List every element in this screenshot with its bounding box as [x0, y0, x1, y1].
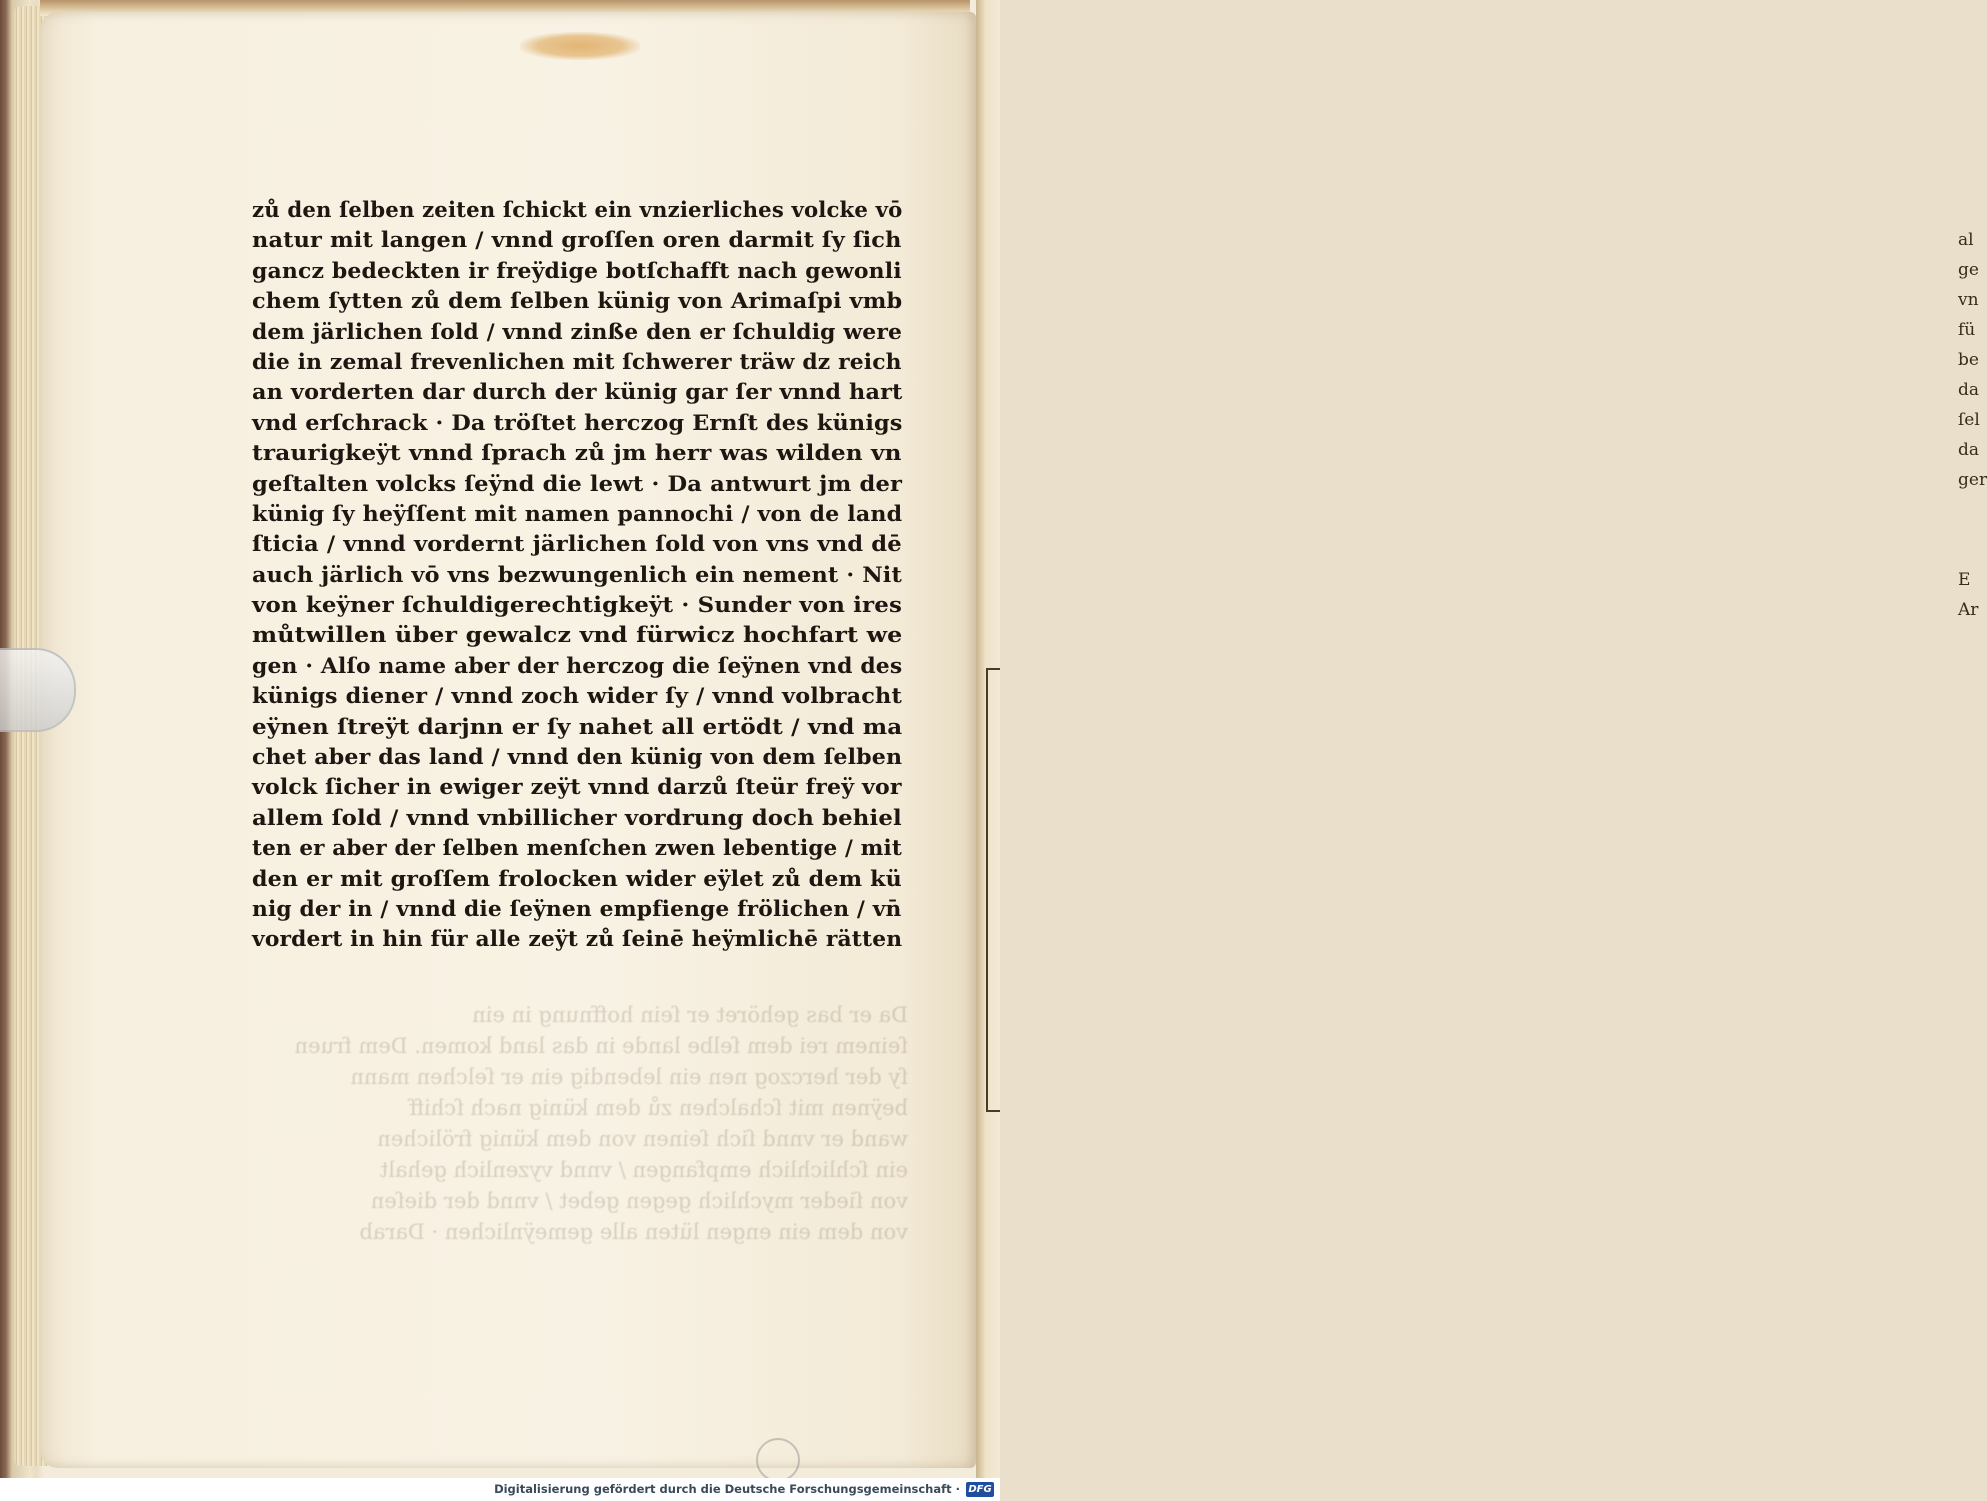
next-page-fragment: ge [1958, 260, 1979, 280]
text-line: traurigkeÿt vnnd ſprach zů jm herr was wilden vn [252, 441, 902, 467]
text-block [252, 196, 912, 956]
text-line: ten er aber der ſelben menſchen zwen lebentige / mit [252, 836, 902, 862]
next-page-fragment: vn [1958, 290, 1979, 310]
binding-ring [756, 1438, 800, 1482]
text-line: můtwillen über gewalcz vnd fürwicz hochfart we [252, 623, 903, 649]
dfg-logo: DFG [966, 1482, 994, 1497]
text-line: chet aber das land / vnnd den künig von dem ſelben [252, 745, 903, 771]
next-page-frame [986, 668, 1000, 1112]
text-line: gen · Alſo name aber der herczog die ſeÿnen vnd des [252, 653, 903, 679]
text-line: allem ſold / vnnd vnbillicher vordrung doch behiel [252, 805, 902, 831]
text-line: zů den ſelben zeiten ſchickt ein vnzierliches volcke vō [252, 198, 903, 223]
text-line: künig ſy heÿſſent mit namen pannochi / von de land [252, 501, 903, 527]
text-line: vnd erſchrack · Da tröſtet herczog Ernſt des künigs [252, 410, 903, 436]
next-page-fragment: Ar [1958, 600, 1979, 620]
text-line: den er mit groſſem frolocken wider eÿlet zů dem kü [252, 866, 902, 892]
text-line: vordert in hin für alle zeÿt zů ſeinē heÿmlichē rätten [252, 927, 903, 953]
text-line: nig der in / vnnd die ſeÿnen empfienge frölichen / vn̄ [252, 896, 902, 922]
next-page-fragment: E [1958, 570, 1971, 590]
text-line: eÿnen ſtreÿt darjnn er ſy nahet all ertödt / vnd ma [252, 714, 903, 740]
text-line: natur mit langen / vnnd groſſen oren darmit ſy ſich [252, 228, 902, 254]
text-line: an vorderten dar durch der künig gar ſer vnnd hart [252, 380, 903, 406]
text-line: die in zemal frevenlichen mit ſchwerer träw dz reich [252, 349, 902, 375]
next-page-fragment: ſel [1958, 410, 1980, 430]
paper-stain [520, 32, 640, 60]
funding-credit: Digitalisierung gefördert durch die Deutsche Forschungsgemeinschaft · [494, 1482, 960, 1496]
next-page-fragment: be [1958, 350, 1979, 370]
text-line: chem ſytten zů dem ſelben künig von Arimaſpi vmb [252, 289, 903, 315]
footer-bar [0, 1478, 1000, 1501]
next-page-fragment: al [1958, 230, 1974, 250]
bleed-through-text: Da er bas gehöret er ſein hoffnung in ein ſeinem rei dem ſelbe lande in das land komen. Dem fruen ſy der herczog nen ein lebendig ein er ſelchen mann beÿnen mit ſchalchen zů dem künig nach ſchiff wand er vnnd ſich ſeinen von dem künig frölichen ein ſchlichlich empfangen / vnnd vyzenlich gehalt von ſieder mychlich gegen gebet / vnnd der dieſen von dem ein engen lüten alle gemeÿnlichen · Darab [294, 1003, 908, 1244]
next-page-fragment: ger [1958, 470, 1987, 490]
text-line: von keÿner ſchuldigerechtigkeÿt · Sunder von ires [252, 593, 903, 619]
next-page-fragment: fü [1958, 320, 1976, 340]
text-line: auch järlich vō vns bezwungenlich ein nement · Nit [252, 562, 902, 588]
page-clip [0, 648, 76, 732]
text-line: künigs diener / vnnd zoch wider ſy / vnnd volbracht [252, 684, 902, 710]
text-line: geſtalten volcks ſeÿnd die lewt · Da antwurt jm der [252, 471, 903, 497]
text-line: volck ſicher in ewiger zeÿt vnnd darzů ſteür freÿ vor [252, 775, 902, 801]
next-page-fragment: da [1958, 380, 1980, 400]
text-line: ſticia / vnnd vordernt järlichen ſold von vns vnd dē [252, 532, 902, 558]
text-line: gancz bedeckten ir freÿdige botſchafft nach gewonli [252, 258, 902, 284]
text-line: dem järlichen ſold / vnnd zinße den er ſchuldig were [252, 319, 903, 345]
next-page-fragment: da [1958, 440, 1980, 460]
